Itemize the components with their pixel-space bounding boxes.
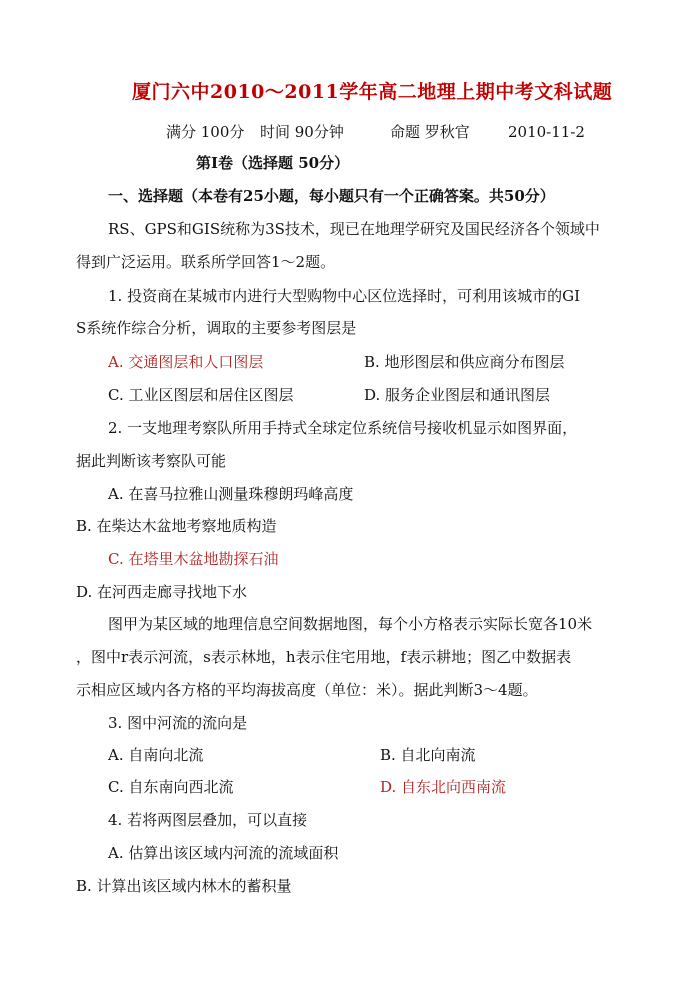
answer-option: D. 在河西走廊寻找地下水: [76, 583, 248, 601]
answer-option: A. 估算出该区域内河流的流域面积: [108, 844, 339, 862]
answer-option: B. 自北向南流: [380, 746, 476, 764]
intro-text: RS、GPS和GIS统称为3S技术，现已在地理学研究及国民经济各个领域中: [108, 220, 600, 238]
answer-option: C. 工业区图层和居住区图层: [108, 386, 294, 404]
answer-option-correct: D. 自东北向西南流: [380, 778, 507, 796]
intro-text: ，图中r表示河流，s表示林地，h表示住宅用地，f表示耕地；图乙中数据表: [76, 648, 572, 666]
exam-time: 时间 90分钟: [260, 123, 344, 141]
part-heading: 一、选择题（本卷有25小题，每小题只有一个正确答案。共50分）: [108, 187, 555, 205]
exam-date: 2010-11-2: [508, 123, 585, 141]
question-stem: 据此判断该考察队可能: [76, 452, 227, 470]
answer-option-correct: C. 在塔里木盆地勘探石油: [108, 550, 279, 568]
question-stem: 1. 投资商在某城市内进行大型购物中心区位选择时，可利用该城市的GI: [108, 287, 580, 305]
answer-option: C. 自东南向西北流: [108, 778, 234, 796]
full-score: 满分 100分: [166, 123, 245, 141]
document-title: 厦门六中2010～2011学年高二地理上期中考文科试题: [132, 81, 613, 103]
answer-option: A. 在喜马拉雅山测量珠穆朗玛峰高度: [108, 485, 354, 503]
section-title: 第Ⅰ卷（选择题 50分）: [196, 154, 350, 172]
answer-option: A. 自南向北流: [108, 746, 204, 764]
answer-option-correct: A. 交通图层和人口图层: [108, 353, 264, 371]
answer-option: B. 计算出该区域内林木的蓄积量: [76, 877, 292, 895]
question-stem: S系统作综合分析，调取的主要参考图层是: [76, 319, 357, 337]
answer-option: B. 在柴达木盆地考察地质构造: [76, 517, 277, 535]
answer-option: B. 地形图层和供应商分布图层: [364, 353, 565, 371]
question-stem: 4. 若将两图层叠加，可以直接: [108, 811, 308, 829]
answer-option: D. 服务企业图层和通讯图层: [364, 386, 551, 404]
intro-text: 图甲为某区域的地理信息空间数据地图，每个小方格表示实际长宽各10米: [108, 615, 593, 633]
exam-author: 命题 罗秋官: [390, 123, 470, 141]
intro-text: 得到广泛运用。联系所学回答1～2题。: [76, 253, 336, 271]
question-stem: 2. 一支地理考察队所用手持式全球定位系统信号接收机显示如图界面，: [108, 419, 578, 437]
question-stem: 3. 图中河流的流向是: [108, 714, 248, 732]
intro-text: 示相应区域内各方格的平均海拔高度（单位：米）。据此判断3～4题。: [76, 681, 538, 699]
